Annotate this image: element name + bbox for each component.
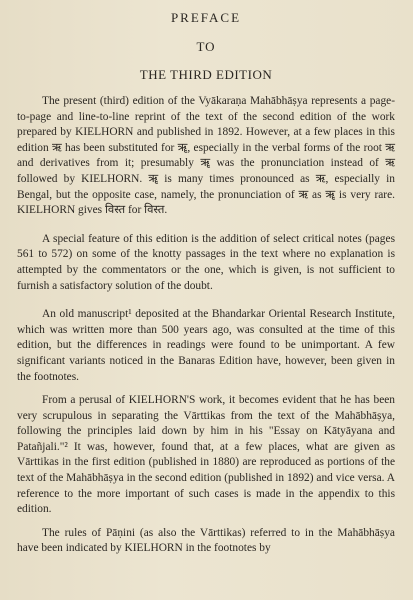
paragraph-3: An old manuscript¹ deposited at the Bhandarkar Oriental Research Institute, which was written more than 500 years ago, was consulted at the time of this edition, but the differences in readings were found to be unimportant. A few significant variants noticed in the Banaras Edition have, however, been given in the footnotes.	[17, 308, 395, 383]
to-heading: TO	[196, 39, 216, 54]
preface-heading: PREFACE	[170, 10, 242, 25]
paragraph-1: The present (third) edition of the Vyākaraṇa Mahābhāṣya represents a page-to-page and line-to-line reprint of the text of the second edition of the work prepared by KIELHORN and published in 1892. However, at a few places in this edition ऋ has been substituted for ॠ, especially in the verbal forms of the root ऋ and derivatives from it; presumably ॠ was the pronunciation instead of ऋ followed by KIELHORN. ॠ is many times pronounced as ऋ, especially in Bengal, but the opposite case, namely, the pronunciation of ऋ as ॠ is very rare. KIELHORN gives विस्त for विस्त.	[17, 95, 395, 217]
paragraph-4: From a perusal of KIELHORN'S work, it becomes evident that he has been very scrupulous in separating the Vārttikas from the text of the Mahābhāṣya, following the principles laid down by him in his "Essay on Kātyāyana and Patañjali."² It was, however, found that, at a few places, what are given as Vārttikas in the first edition (published in 1880) are reproduced as portions of the text of the Mahābhāṣya in the second edition (published in 1892) and vice versa. A reference to the more important of such cases is made in the appendix to this edition.	[17, 394, 395, 516]
edition-heading: THE THIRD EDITION	[139, 67, 273, 82]
paragraph-5: The rules of Pāṇini (as also the Vārttikas) referred to in the Mahābhāṣya have been indicated by KIELHORN in the footnotes by	[17, 526, 395, 555]
paragraph-2: A special feature of this edition is the addition of select critical notes (pages 561 to 572) on some of the knotty passages in the text where no explanation is attempted by the commentators or the one, which is given, is not sufficient to furnish a satisfactory solution of the doubt.	[17, 232, 395, 292]
